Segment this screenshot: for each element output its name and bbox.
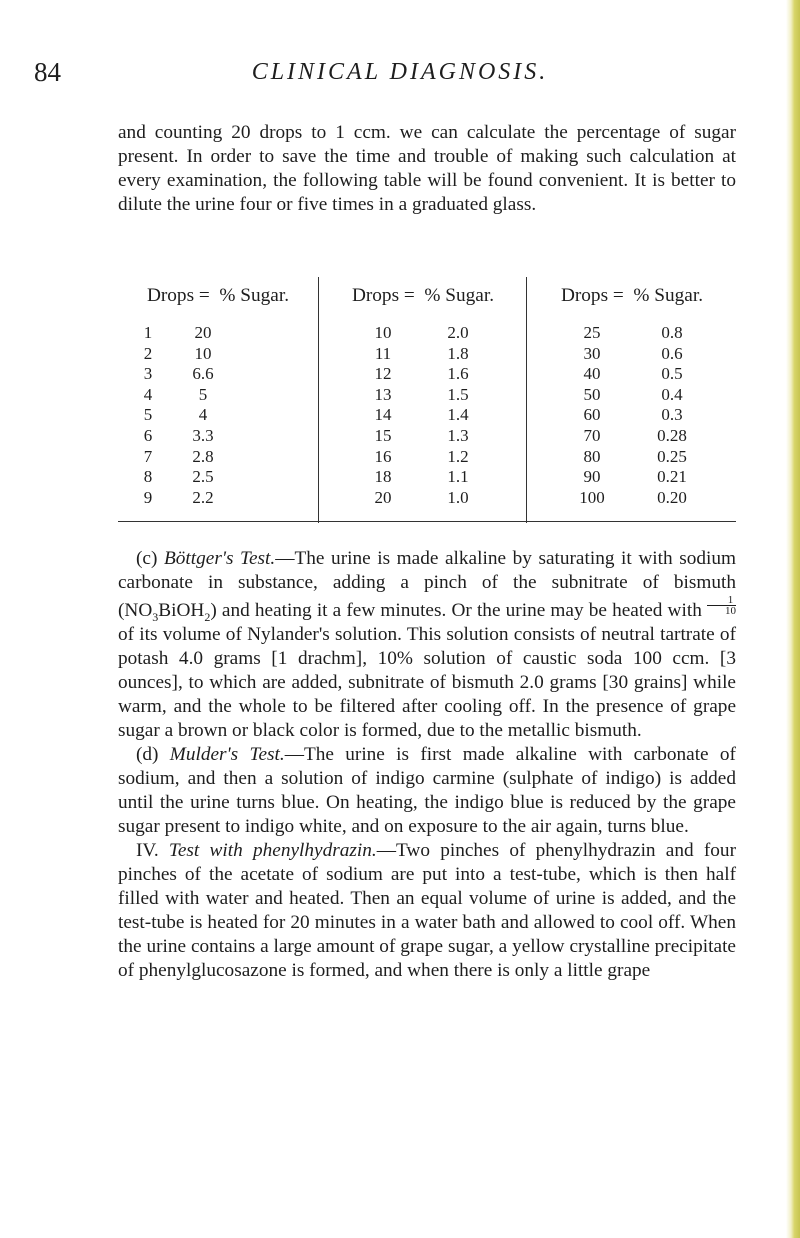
table-row — [118, 405, 318, 426]
drops-cell: 11 — [374, 343, 392, 363]
table-row — [118, 323, 318, 344]
sugar-cell: 2.0 — [447, 323, 469, 342]
table-row — [527, 467, 737, 488]
body-text — [118, 547, 736, 983]
table-row — [319, 488, 527, 509]
drops-cell: 2 — [143, 343, 153, 363]
sugar-cell: 0.28 — [657, 425, 687, 445]
drops-cell: 16 — [374, 446, 392, 466]
table-row — [319, 405, 527, 426]
running-title: CLINICAL DIAGNOSIS. — [251, 59, 549, 85]
column-header: Drops = % Sugar. — [146, 285, 290, 306]
bottger-paragraph: (c) Böttger's Test.—The urine is made alkaline by saturating it with sodium carbonate in substance, adding a pinch of the subnitrate of bismuth $(NO_3BiOH_2)$ and heating it a few minutes. Or the urine may be heated with $\frac{1}{10}$ of its volume of Nylander's solution. This solution consists of neutral tartrate of potash 4.0 grams [1 drachm], 10% solution of caustic soda 100 ccm. [3 ounces], to which are added, subnitrate of bismuth 2.0 grams [30 grains] while warm, and the whole to be filtered after cooling off. In the presence of grape sugar a brown or black color is formed, due to the metallic bismuth. — [118, 548, 736, 741]
table-row — [319, 344, 527, 365]
drops-cell: 40 — [583, 364, 601, 384]
sugar-cell: 4 — [198, 405, 208, 425]
sugar-cell: 1.5 — [447, 384, 469, 404]
drops-cell: 1 — [143, 323, 153, 342]
table-row — [118, 426, 318, 447]
sugar-cell: 0.5 — [661, 364, 683, 384]
sugar-cell: 1.1 — [447, 467, 469, 487]
drops-cell: 5 — [143, 405, 153, 425]
sugar-cell: 10 — [194, 343, 212, 363]
sugar-cell: 0.20 — [657, 487, 687, 507]
drops-cell: 100 — [579, 487, 605, 507]
sugar-cell: 1.6 — [447, 364, 469, 384]
drops-cell: 14 — [374, 405, 392, 425]
drops-cell: 4 — [143, 384, 153, 404]
drops-cell: 15 — [374, 425, 392, 445]
intro-paragraph: and counting 20 drops to 1 ccm. we can calculate the percentage of sugar present. In order to save the time and trouble of making such calculation at every examination, the following table will be found convenient. It is better to dilute the urine four or five times in a graduated glass. — [118, 122, 736, 215]
drops-cell: 7 — [143, 446, 153, 466]
drops-cell: 3 — [143, 364, 153, 384]
drops-cell: 6 — [143, 425, 153, 445]
running-head — [0, 52, 800, 92]
table-row — [527, 385, 737, 406]
drops-cell: 70 — [583, 425, 601, 445]
phenylhydrazin-paragraph: IV. Test with phenylhydrazin.—Two pinches of phenylhydrazin and four pinches of the acetate of sodium are put into a test-tube, which is then half filled with water and heated. Then an equal volume of urine is added, and the test-tube is heated for 20 minutes in a water bath and allowed to cool off. When the urine contains a large amount of grape sugar, a yellow crystalline precipitate of phenylglucosazone is formed, and when there is only a little grape — [118, 840, 736, 981]
sugar-cell: 1.2 — [447, 446, 469, 466]
fraction: $\frac{1}{10}$ — [707, 595, 736, 616]
column-header: Drops = % Sugar. — [351, 285, 495, 306]
table-column-1 — [118, 277, 318, 523]
sugar-cell: 1.4 — [447, 405, 469, 425]
mulder-title: Mulder's Test. — [169, 744, 285, 765]
sugar-cell: 0.3 — [661, 405, 683, 425]
table-row — [118, 385, 318, 406]
sugar-cell: 1.8 — [447, 343, 469, 363]
sugar-cell: 2.2 — [192, 487, 214, 507]
drops-cell: 9 — [143, 487, 153, 507]
bottger-title: Böttger's Test. — [163, 548, 276, 569]
table-row — [527, 426, 737, 447]
table-row — [118, 467, 318, 488]
table-row — [118, 488, 318, 509]
drops-cell: 20 — [374, 487, 392, 507]
drops-sugar-table — [118, 277, 736, 523]
table-row — [319, 467, 527, 488]
sugar-cell: 3.3 — [192, 425, 214, 445]
sugar-cell: 0.25 — [657, 446, 687, 466]
table-row — [319, 447, 527, 468]
table-row — [118, 364, 318, 385]
sugar-cell: 2.8 — [192, 446, 214, 466]
table-row — [527, 364, 737, 385]
drops-cell: 25 — [583, 323, 601, 342]
page-edge-tint — [786, 0, 800, 1238]
table-row — [319, 364, 527, 385]
sugar-cell: 5 — [198, 384, 208, 404]
sugar-cell: 6.6 — [192, 364, 214, 384]
drops-cell: 50 — [583, 384, 601, 404]
table-row — [118, 344, 318, 365]
table-row — [527, 323, 737, 344]
sugar-cell: 0.8 — [661, 323, 683, 342]
sugar-cell: 0.4 — [661, 384, 683, 404]
page-number: 84 — [34, 57, 61, 87]
sugar-cell: 0.21 — [657, 467, 687, 487]
drops-cell: 10 — [374, 323, 392, 342]
drops-cell: 13 — [374, 384, 392, 404]
mulder-paragraph: (d) Mulder's Test.—The urine is first made alkaline with carbonate of sodium, and then a solution of indigo carmine (sulphate of indigo) is added until the urine turns blue. On heating, the indigo blue is reduced by the grape sugar present to indigo white, and on exposure to the air again, turns blue. — [118, 744, 736, 837]
drops-cell: 18 — [374, 467, 392, 487]
phenylhydrazin-title: Test with phenylhydrazin. — [168, 840, 377, 861]
table-row — [527, 344, 737, 365]
table-row — [118, 447, 318, 468]
sugar-cell: 0.6 — [661, 343, 683, 363]
table-column-2 — [318, 277, 527, 523]
drops-cell: 12 — [374, 364, 392, 384]
sugar-cell: 1.0 — [447, 487, 469, 507]
table-row — [319, 426, 527, 447]
sugar-cell: 20 — [194, 323, 212, 342]
table-row — [527, 488, 737, 509]
drops-cell: 60 — [583, 405, 601, 425]
drops-cell: 8 — [143, 467, 153, 487]
table-bottom-rule — [118, 521, 736, 522]
drops-cell: 80 — [583, 446, 601, 466]
drops-cell: 30 — [583, 343, 601, 363]
table-row — [527, 447, 737, 468]
table-row — [319, 323, 527, 344]
table-column-3 — [526, 277, 737, 523]
table-row — [527, 405, 737, 426]
column-header: Drops = % Sugar. — [560, 285, 704, 306]
table-row — [319, 385, 527, 406]
sugar-cell: 1.3 — [447, 425, 469, 445]
sugar-cell: 2.5 — [192, 467, 214, 487]
drops-cell: 90 — [583, 467, 601, 487]
